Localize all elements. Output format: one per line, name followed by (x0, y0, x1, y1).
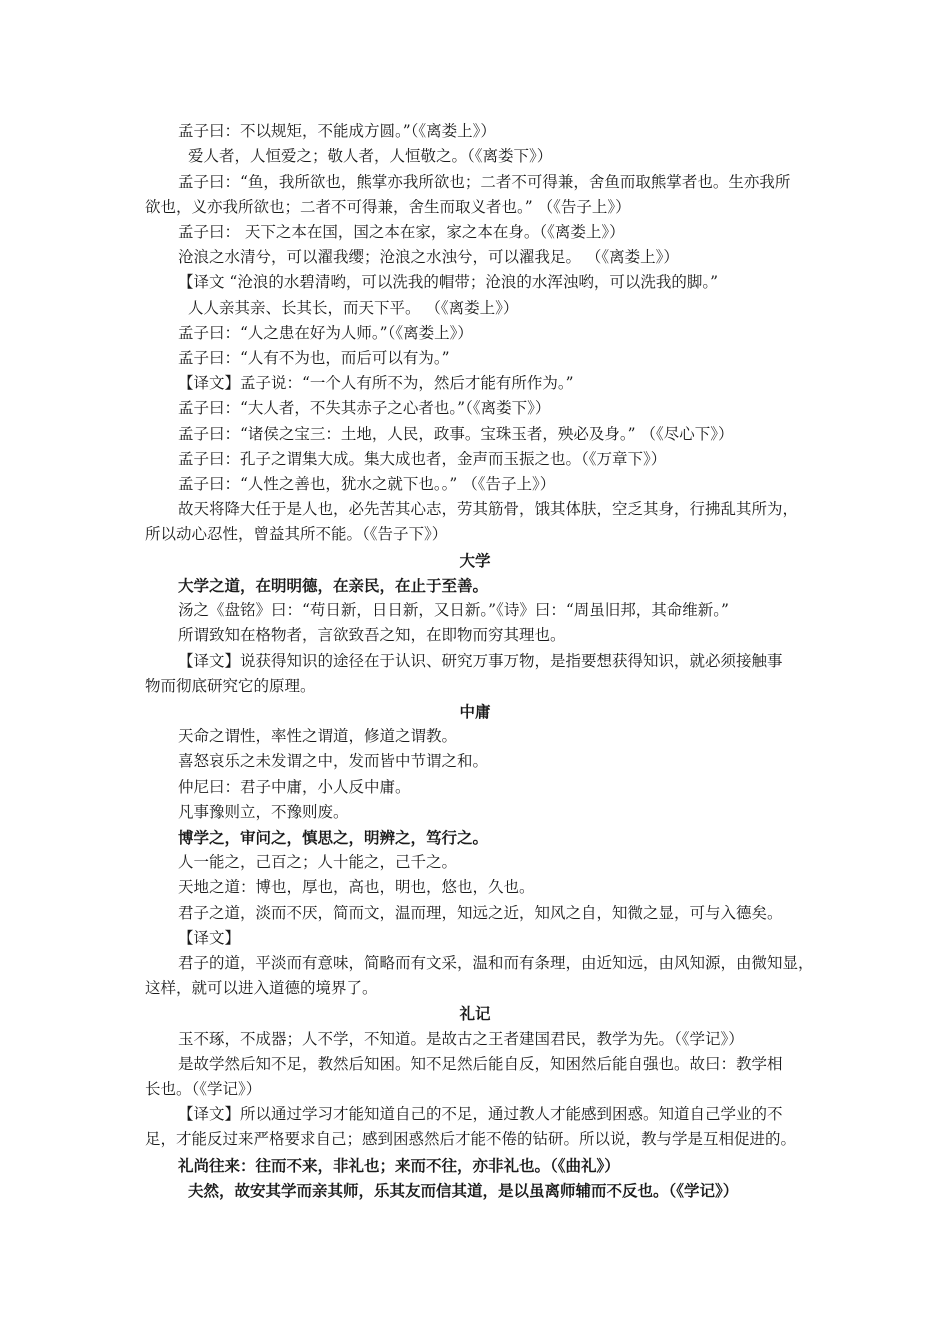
text-line: 【译文】说获得知识的途径在于认识、研究万事万物，是指要想获得知识，就必须接触事 (178, 652, 783, 670)
text-line: 人人亲其亲、长其长，而天下平。 （《离娄上》） (188, 299, 519, 317)
text-line: 【译文】所以通过学习才能知道自己的不足，通过教人才能感到困惑。知道自己学业的不 (178, 1105, 783, 1123)
text-line: 【译文】孟子说：“一个人有所不为，然后才能有所作为。” (178, 374, 574, 392)
text-line: 【译文 “沧浪的水碧清哟，可以洗我的帽带；沧浪的水浑浊哟，可以洗我的脚。” (178, 273, 719, 291)
text-line: 喜怒哀乐之未发谓之中，发而皆中节谓之和。 (178, 752, 489, 770)
text-line: 沧浪之水清兮，可以濯我缨；沧浪之水浊兮，可以濯我足。 （《离娄上》） (178, 248, 679, 266)
text-line: 孟子曰：孔子之谓集大成。集大成也者，金声而玉振之也。（《万章下》） (178, 450, 667, 468)
text-line: 【译文】 (178, 929, 241, 947)
text-line: 天地之道：博也，厚也，高也，明也，悠也，久也。 (178, 878, 535, 896)
text-line: 君子的道，平淡而有意味，简略而有文采，温和而有条理，由近知远，由风知源，由微知显， (178, 954, 814, 972)
text-line: 是故学然后知不足，教然后知困。知不足然后能自反，知困然后能自强也。故曰：教学相 (178, 1055, 783, 1073)
text-line: 爱人者，人恒爱之；敬人者，人恒敬之。（《离娄下》） (188, 147, 553, 165)
text-line: 孟子曰：“人有不为也，而后可以有为。” (178, 349, 450, 367)
text-line: 天命之谓性，率性之谓道，修道之谓教。 (178, 727, 458, 745)
section-heading: 大学 (459, 551, 491, 570)
text-line: 所谓致知在格物者，言欲致吾之知，在即物而穷其理也。 (178, 626, 566, 644)
text-line: 所以动心忍性，曾益其所不能。（《告子下》） (145, 525, 448, 543)
text-line: 孟子曰：不以规矩，不能成方圆。”（《离娄上》） (178, 122, 496, 140)
section-heading: 中庸 (459, 702, 491, 721)
text-line: 足，才能反过来严格要求自己；感到困惑然后才能不倦的钻研。所以说，教与学是互相促进的。 (145, 1130, 797, 1148)
text-line: 汤之《盘铭》曰：“苟日新，日日新，又日新。”《诗》曰：“周虽旧邦，其命维新。” (178, 601, 729, 619)
text-line: 长也。（《学记》） (145, 1080, 262, 1098)
text-line: 仲尼曰：君子中庸，小人反中庸。 (178, 778, 411, 796)
text-line: 博学之，审问之，慎思之，明辨之，笃行之。 (178, 828, 489, 847)
text-line: 这样，就可以进入道德的境界了。 (145, 979, 378, 997)
text-line: 欲也，义亦我所欲也；二者不可得兼，舍生而取义者也。” （《告子上》） (145, 198, 631, 216)
text-line: 夫然，故安其学而亲其师，乐其友而信其道，是以虽离师辅而不反也。（《学记》） (188, 1181, 739, 1200)
text-line: 君子之道，淡而不厌，简而文，温而理，知远之近，知风之自，知微之显，可与入德矣。 (178, 904, 783, 922)
text-line: 礼尚往来：往而不来，非礼也；来而不往，亦非礼也。（《曲礼》） (178, 1156, 620, 1175)
text-line: 孟子曰：“诸侯之宝三：土地，人民，政事。宝珠玉者，殃必及身。” （《尽心下》） (178, 425, 734, 443)
text-line: 物而彻底研究它的原理。 (145, 677, 316, 695)
text-line: 孟子曰：“人性之善也，犹水之就下也。。” （《告子上》） (178, 475, 556, 493)
text-line: 孟子曰：“鱼，我所欲也，熊掌亦我所欲也；二者不可得兼，舍鱼而取熊掌者也。生亦我所 (178, 173, 791, 191)
text-line: 孟子曰： 天下之本在国，国之本在家，家之本在身。（《离娄上》） (178, 223, 625, 241)
text-line: 凡事豫则立，不豫则废。 (178, 803, 349, 821)
text-line: 玉不琢，不成器；人不学，不知道。是故古之王者建国君民，教学为先。（《学记》） (178, 1030, 744, 1048)
text-line: 孟子曰：“人之患在好为人师。”（《离娄上》） (178, 324, 473, 342)
text-line: 孟子曰：“大人者，不失其赤子之心者也。”（《离娄下》） (178, 399, 551, 417)
text-line: 人一能之，己百之；人十能之，己千之。 (178, 853, 458, 871)
section-heading: 礼记 (459, 1004, 491, 1023)
text-line: 故天将降大任于是人也，必先苦其心志，劳其筋骨，饿其体肤，空乏其身，行拂乱其所为， (178, 500, 799, 518)
text-line: 大学之道，在明明德，在亲民，在止于至善。 (178, 576, 489, 595)
